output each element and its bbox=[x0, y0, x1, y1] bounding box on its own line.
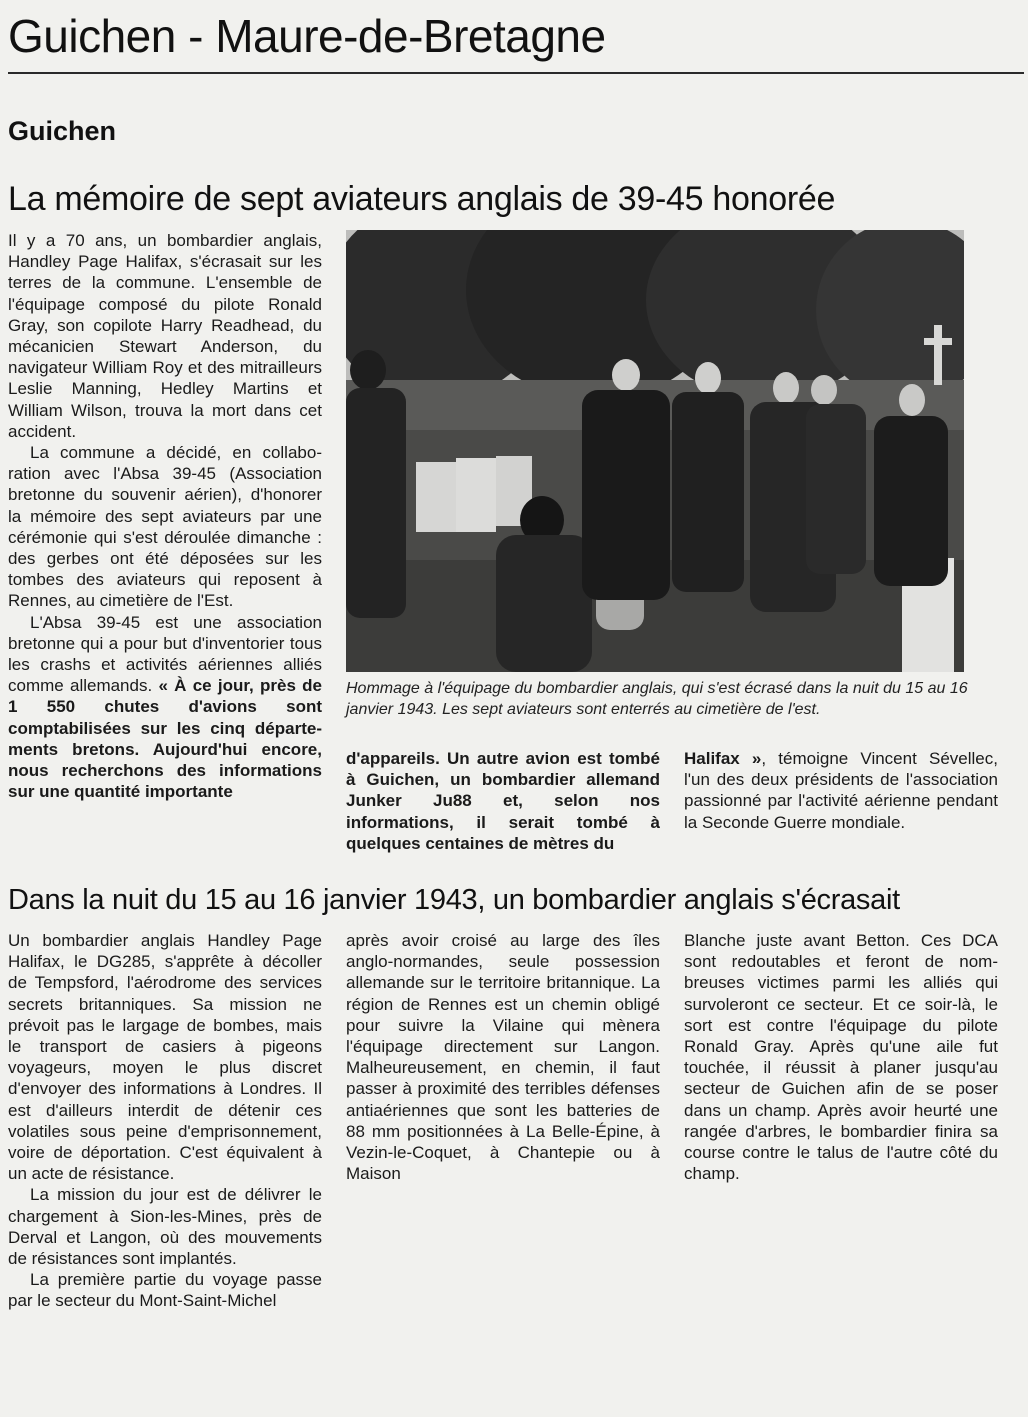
article-paragraph-3-text: L'Absa 39-45 est une association bretonne qui a pour but d'inventorier tous les crashs et activités aériennes alliés comme allemands. bbox=[8, 612, 322, 696]
story-paragraph-3: La première partie du voyage passe par le secteur du Mont-Saint-Michel bbox=[8, 1270, 322, 1311]
article-attribution: , témoigne Vincent Sévellec, l'un des deux présidents de l'association passionné par l'activité aérienne pendant la Seconde Guerre mondiale. bbox=[684, 749, 998, 832]
story-column-3 bbox=[684, 930, 998, 1184]
article-paragraph-3 bbox=[8, 612, 322, 803]
section-title: Guichen - Maure-de-Bretagne bbox=[8, 10, 606, 62]
article-column-2 bbox=[346, 748, 660, 854]
article-quote-end-bold: Halifax » bbox=[684, 749, 762, 768]
story-paragraph-5: Blanche juste avant Betton. Ces DCA sont redoutables et feront de nombreuses victimes parmi les alliés qui survoleront ce secteur. Et ce soir-là, le sort est contre l'équipage du pilote Ronald Gray. Après qu'une aile fut touchée, il réussit à planer jusqu'au secteur de Guichen afin de se poser dans un champ. Après avoir heurté une rangée d'arbres, le bombardier finira sa course contre le talus de l'autre côté du champ. bbox=[684, 931, 998, 1184]
story-headline: Dans la nuit du 15 au 16 janvier 1943, un bombardier anglais s'écrasait bbox=[8, 884, 900, 916]
photo-caption: Hommage à l'équipage du bombardier anglais, qui s'est écrasé dans la nuit du 15 au 16 janvier 1943. Les sept aviateurs sont enterrés au cimetière de l'est. bbox=[346, 680, 968, 718]
article-column-3 bbox=[684, 748, 998, 833]
article-quote-end bbox=[684, 748, 998, 833]
article-column-1 bbox=[8, 230, 322, 802]
rubric-town: Guichen bbox=[8, 116, 117, 146]
story-column-1 bbox=[8, 930, 322, 1312]
ceremony-photo bbox=[346, 230, 964, 672]
article-paragraph-1: Il y a 70 ans, un bombardier anglais, Handley Page Halifax, s'écrasait sur les terres de la commune. L'ensemble de l'équipage composé du pilote Ronald Gray, son copilote Harry Readhead, du mécanicien Stewart Anderson, du navigateur William Roy et des mitrailleurs Leslie Manning, Hedley Martins et William Wilson, trouva la mort dans cet accident. bbox=[8, 231, 322, 441]
story-column-2 bbox=[346, 930, 660, 1184]
headline: La mémoire de sept aviateurs anglais de 39-45 honorée bbox=[8, 180, 836, 218]
article-paragraph-2: La commune a décidé, en collaboration avec l'Absa 39-45 (Association bretonne du souvenir aérien), d'honorer la mémoire des sept aviateurs par une cérémonie qui s'est déroulée dimanche : des gerbes ont été déposées sur les tombes des aviateurs qui reposent à Rennes, au cimetière de l'Est. bbox=[8, 443, 322, 611]
story-paragraph-2: La mission du jour est de délivrer le chargement à Sion-les-Mines, près de Derval et Langon, où des mouvements de résistances sont implantés. bbox=[8, 1185, 322, 1269]
title-rule bbox=[8, 72, 1024, 74]
article-quote-start: « À ce jour, près de 1 550 chutes d'avions sont comptabilisées sur les cinq départements bretons. Aujourd'hui encore, nous recherchons des informations sur une quantité importante bbox=[8, 676, 322, 802]
story-paragraph-4: après avoir croisé au large des îles anglo-normandes, seule possession allemande sur le territoire britannique. La région de Rennes est un chemin obligé pour suivre la Vilaine qui mènera l'équipage directement sur Langon. Malheureusement, en chemin, il faut passer à proximité des terribles défenses antiaériennes que sont les batteries de 88 mm positionnées à La Belle-Épine, à Vezin-le-Coquet, à Chantepie ou à Maison bbox=[346, 931, 660, 1184]
article-quote-continued: d'appareils. Un autre avion est tombé à Guichen, un bombardier allemand Junker Ju88 et, selon nos informations, il serait tombé à quelques centaines de mètres du bbox=[346, 749, 660, 853]
story-paragraph-1: Un bombardier anglais Handley Page Halifax, le DG285, s'apprête à décoller de Tempsford, l'aérodrome des services secrets britanniques. Sa mission ne prévoit pas le largage de bombes, mais le transport de casiers à pigeons voyageurs, moyen le plus discret d'envoyer des informations à Londres. Il est d'ailleurs interdit de détenir ces volatiles sous peine d'emprisonnement, voire de déportation. C'est équivalent à un acte de résistance. bbox=[8, 931, 322, 1184]
